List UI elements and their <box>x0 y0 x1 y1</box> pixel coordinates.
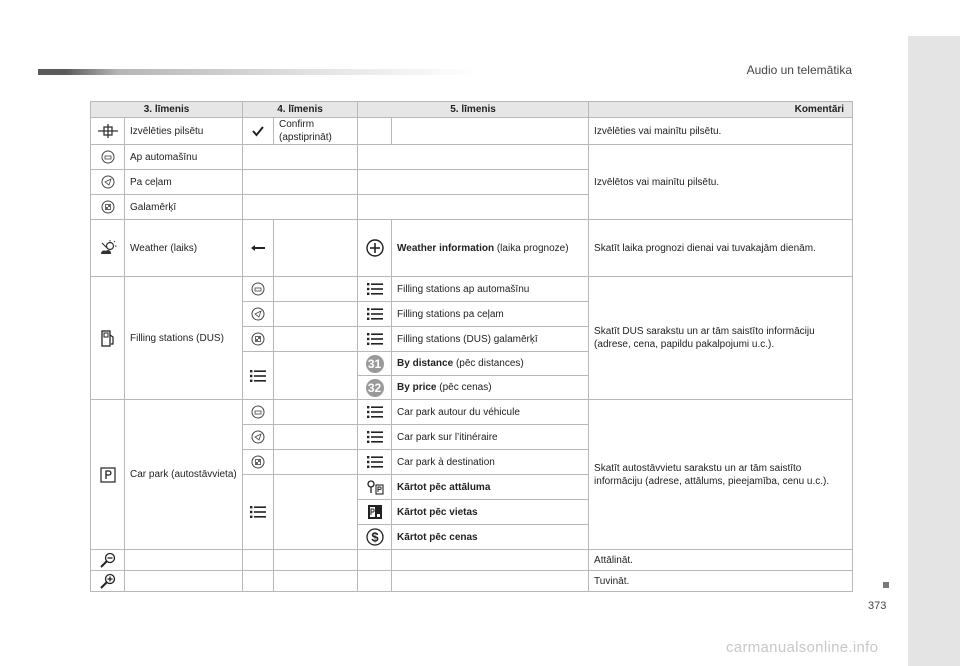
cell-empty <box>243 550 274 571</box>
cell-empty <box>358 195 589 220</box>
zoom-out-icon <box>91 550 125 571</box>
cell-empty <box>125 571 243 592</box>
city-select-icon <box>91 118 125 145</box>
weather-info-icon <box>358 220 392 277</box>
list-icon <box>243 352 274 400</box>
cell-weather-info <box>392 220 589 277</box>
cell-sort-price: Kārtot pēc cenas <box>392 525 589 550</box>
callout-32 <box>358 376 392 400</box>
back-arrow-icon <box>243 220 274 277</box>
table-row <box>91 145 853 170</box>
header-level3: 3. līmenis <box>91 102 243 118</box>
cell-empty <box>392 550 589 571</box>
cell-fuel-destination: Filling stations (DUS) galamērķī <box>392 327 589 352</box>
cell-empty <box>243 195 358 220</box>
cell-empty <box>274 277 358 302</box>
comment-choose-city: Izvēlētos vai mainītu pilsētu. <box>589 145 853 220</box>
list-icon <box>358 400 392 425</box>
cell-empty <box>243 170 358 195</box>
cell-empty <box>358 550 392 571</box>
cell-empty <box>274 450 358 475</box>
table-row <box>91 220 853 277</box>
cell-park-route: Car park sur l’itinéraire <box>392 425 589 450</box>
page-marker <box>883 582 889 588</box>
on-route-icon <box>91 170 125 195</box>
cell-fuel-around: Filling stations ap automašīnu <box>392 277 589 302</box>
zoom-in-icon <box>91 571 125 592</box>
cell-empty <box>274 220 358 277</box>
on-route-icon <box>243 425 274 450</box>
cell-car-park: Car park (autostāvvieta) <box>125 400 243 550</box>
sort-distance-icon <box>358 475 392 500</box>
comment-weather: Skatīt laika prognozi dienai vai tuvakajām dienām. <box>589 220 853 277</box>
cell-empty <box>125 550 243 571</box>
cell-confirm: Confirm (apstiprināt) <box>274 118 358 145</box>
destination-icon <box>243 327 274 352</box>
comment-select-city: Izvēlēties vai mainītu pilsētu. <box>589 118 853 145</box>
cell-empty <box>243 571 274 592</box>
cell-fuel-route: Filling stations pa ceļam <box>392 302 589 327</box>
checkmark-icon <box>243 118 274 145</box>
navigation-menu-table <box>90 101 853 592</box>
cell-select-city: Izvēlēties pilsētu <box>125 118 243 145</box>
cell-empty <box>274 327 358 352</box>
header-level5: 5. līmenis <box>358 102 589 118</box>
svg-text:$: $ <box>370 529 379 545</box>
list-icon <box>358 277 392 302</box>
callout-31 <box>358 352 392 376</box>
cell-park-destination: Car park à destination <box>392 450 589 475</box>
destination-icon <box>91 195 125 220</box>
cell-filling-stations: Filling stations (DUS) <box>125 277 243 400</box>
cell-sort-distance: Kārtot pēc attāluma <box>392 475 589 500</box>
table-row <box>91 277 853 302</box>
cell-empty <box>274 302 358 327</box>
table-row <box>91 400 853 425</box>
weather-info-label: Weather information <box>397 242 495 254</box>
by-price-desc: (pēc cenas) <box>436 382 492 393</box>
cell-empty <box>358 170 589 195</box>
right-sidebar-strip <box>908 36 960 666</box>
cell-by-price <box>392 376 589 400</box>
cell-empty <box>392 571 589 592</box>
callout-number: 31 <box>366 355 384 373</box>
cell-empty <box>392 118 589 145</box>
list-icon <box>243 475 274 550</box>
cell-empty <box>274 571 358 592</box>
cell-weather: Weather (laiks) <box>125 220 243 277</box>
page-number: 373 <box>868 600 887 612</box>
cell-empty <box>358 118 392 145</box>
table-row <box>91 550 853 571</box>
cell-empty <box>358 571 392 592</box>
by-distance-desc: (pēc distances) <box>453 358 524 369</box>
destination-icon <box>243 450 274 475</box>
comment-park: Skatīt autostāvvietu sarakstu un ar tām saistīto informāciju (adrese, attālums, pieejamība, cenu u.c.). <box>589 400 853 550</box>
cell-around-car: Ap automašīnu <box>125 145 243 170</box>
header-gradient-bar <box>38 69 478 75</box>
comment-zoom-in: Tuvināt. <box>589 571 853 592</box>
around-car-icon <box>243 400 274 425</box>
fuel-pump-icon <box>91 277 125 400</box>
cell-sort-place: Kārtot pēc vietas <box>392 500 589 525</box>
list-icon <box>358 450 392 475</box>
weather-icon <box>91 220 125 277</box>
table-row <box>91 571 853 592</box>
cell-park-around: Car park autour du véhicule <box>392 400 589 425</box>
comment-zoom-out: Attālināt. <box>589 550 853 571</box>
cell-empty <box>274 425 358 450</box>
cell-empty <box>274 550 358 571</box>
cell-by-distance <box>392 352 589 376</box>
comment-fuel: Skatīt DUS sarakstu un ar tām saistīto informāciju (adrese, cena, papildu pakalpojumi u.c.). <box>589 277 853 400</box>
parking-icon <box>91 400 125 550</box>
cell-empty <box>274 475 358 550</box>
callout-number: 32 <box>366 379 384 397</box>
weather-info-desc: (laika prognoze) <box>494 242 569 254</box>
watermark: carmanualsonline.info <box>726 639 879 656</box>
list-icon <box>358 327 392 352</box>
dollar-icon <box>358 525 392 550</box>
table-header-row <box>91 102 853 118</box>
cell-on-route: Pa ceļam <box>125 170 243 195</box>
cell-empty <box>274 400 358 425</box>
cell-empty <box>243 145 358 170</box>
cell-destination: Galamērķī <box>125 195 243 220</box>
list-icon <box>358 302 392 327</box>
cell-empty <box>358 145 589 170</box>
section-title: Audio un telemātika <box>746 63 852 77</box>
by-distance-label: By distance <box>397 358 454 369</box>
table-row <box>91 118 853 145</box>
on-route-icon <box>243 302 274 327</box>
by-price-label: By price <box>397 382 437 393</box>
around-car-icon <box>91 145 125 170</box>
cell-empty <box>274 352 358 400</box>
list-icon <box>358 425 392 450</box>
header-level4: 4. līmenis <box>243 102 358 118</box>
header-comments: Komentāri <box>589 102 853 118</box>
sort-place-icon <box>358 500 392 525</box>
around-car-icon <box>243 277 274 302</box>
